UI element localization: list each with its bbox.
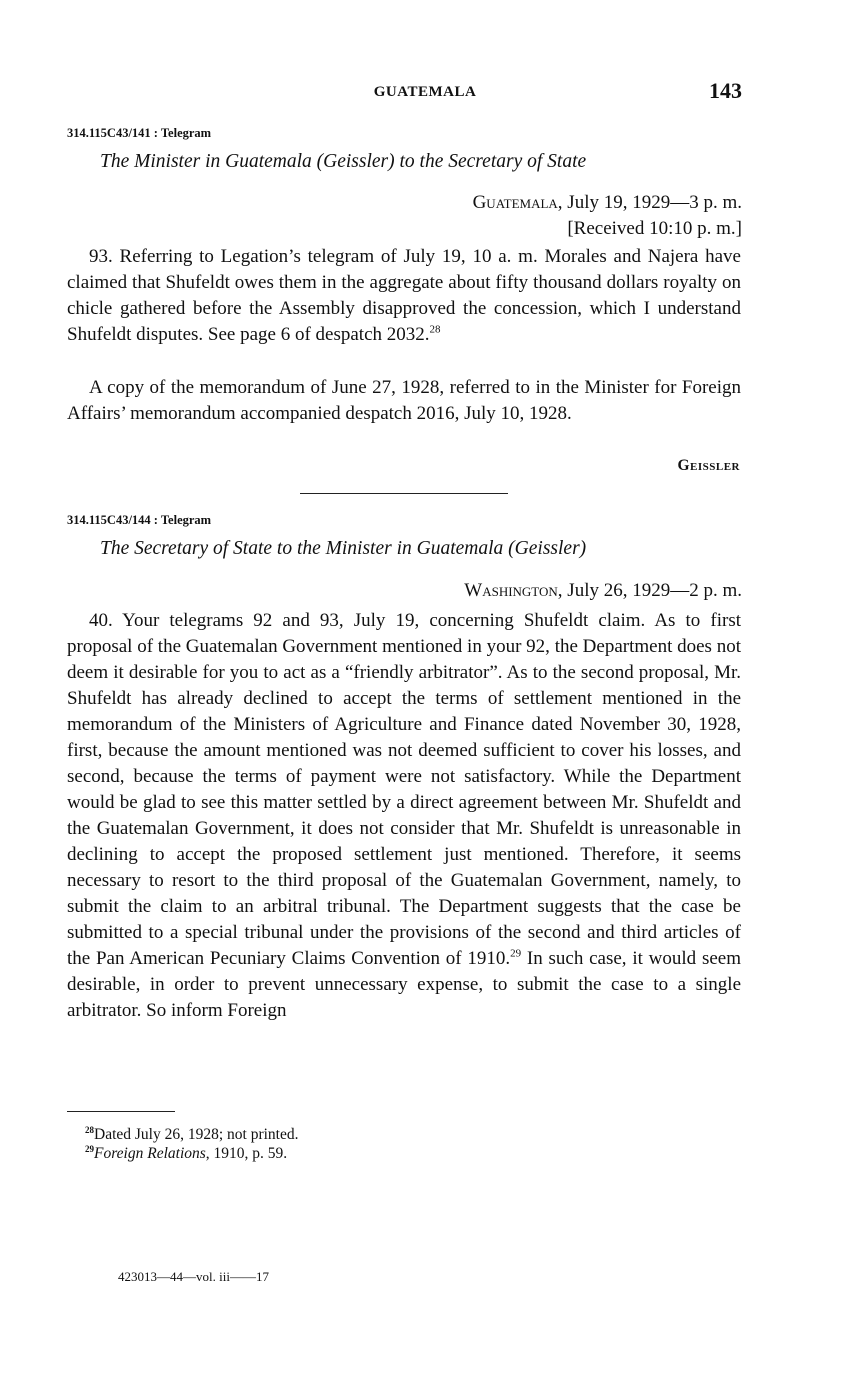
footnote-29-italic: Foreign Relations [94,1145,206,1163]
signature: Geissler [677,457,740,474]
document-title-1: The Minister in Guatemala (Geissler) to the Secretary of State [100,151,587,172]
footnote-rule [67,1111,175,1112]
section-divider [300,493,508,494]
dateline-1 [473,192,742,214]
footnote-ref-29: 29 [510,947,522,960]
paragraph-3-text-b: In such case, it would seem desirable, in order to prevent unnecessary expense, to submit the case to a single arbitrator. So inform Foreign [67,948,741,1021]
dateline-place-1: Guatemala [472,192,558,213]
paragraph-3 [67,608,741,1024]
paragraph-3-text-a: 40. Your telegrams 92 and 93, July 19, concerning Shufeldt claim. As to first proposal of the Guatemalan Government mentioned in your 92, the Department does not deem it desirable for you to act as a “friendly arbitrator”. As to the second proposal, Mr. Shufeldt has already declined to accept the terms of settlement mentioned in the memorandum of the Ministers of Agriculture and Finance dated November 30, 1928, first, because the amount mentioned was not deemed sufficient to cover his losses, and second, because the terms of payment were not satisfactory. While the Department would be glad to see this matter settled by a direct agreement between Mr. Shufeldt and the Guatemalan Government, it does not consider that Mr. Shufeldt is unreasonable in declining to accept the proposed settlement just mentioned. Therefore, it seems necessary to resort to the third proposal of the Guatemalan Government, namely, to submit the claim to an arbitral tribunal. The Department suggests that the case be submitted to a special tribunal under the provisions of the second and third articles of the Pan American Pecuniary Claims Convention of 1910. [67,610,741,969]
paragraph-2: A copy of the memorandum of June 27, 1928, referred to in the Minister for Foreign Affairs’ memorandum accompanied despatch 2016, July 10, 1928. [67,377,741,424]
paragraph-1 [67,244,741,348]
footnote-ref-28: 28 [429,323,441,336]
dateline-place-2: Washington [464,580,558,601]
document-title-2: The Secretary of State to the Minister in Guatemala (Geissler) [100,538,587,559]
footnote-mark-28: 28 [85,1125,94,1135]
footnote-28-text: Dated July 26, 1928; not printed. [94,1126,299,1144]
received-line: [Received 10:10 p. m.] [567,218,742,239]
footnote-29-text: , 1910, p. 59. [205,1145,288,1163]
footnote-mark-29: 29 [85,1144,94,1154]
footnote-29 [85,1144,287,1163]
file-reference-1: 314.115C43/141 : Telegram [67,126,212,140]
footnote-28 [85,1125,299,1144]
paragraph-1-text: 93. Referring to Legation’s telegram of July 19, 10 a. m. Morales and Najera have claimed that Shufeldt owes them in the aggregate about fifty thousand dollars royalty on chicle gathered before the Assembly disapproved the concession, which I understand Shufeldt disputes. See page 6 of despatch 2032. [67,246,741,345]
printer-imprint: 423013—44—vol. iii——17 [118,1269,269,1284]
file-reference-2: 314.115C43/144 : Telegram [67,513,212,527]
running-title: GUATEMALA [373,84,477,100]
page-number: 143 [709,78,742,103]
dateline-date-1: , July 19, 1929—3 p. m. [557,192,742,213]
dateline-date-2: , July 26, 1929—2 p. m. [557,580,742,601]
dateline-2 [464,580,742,602]
